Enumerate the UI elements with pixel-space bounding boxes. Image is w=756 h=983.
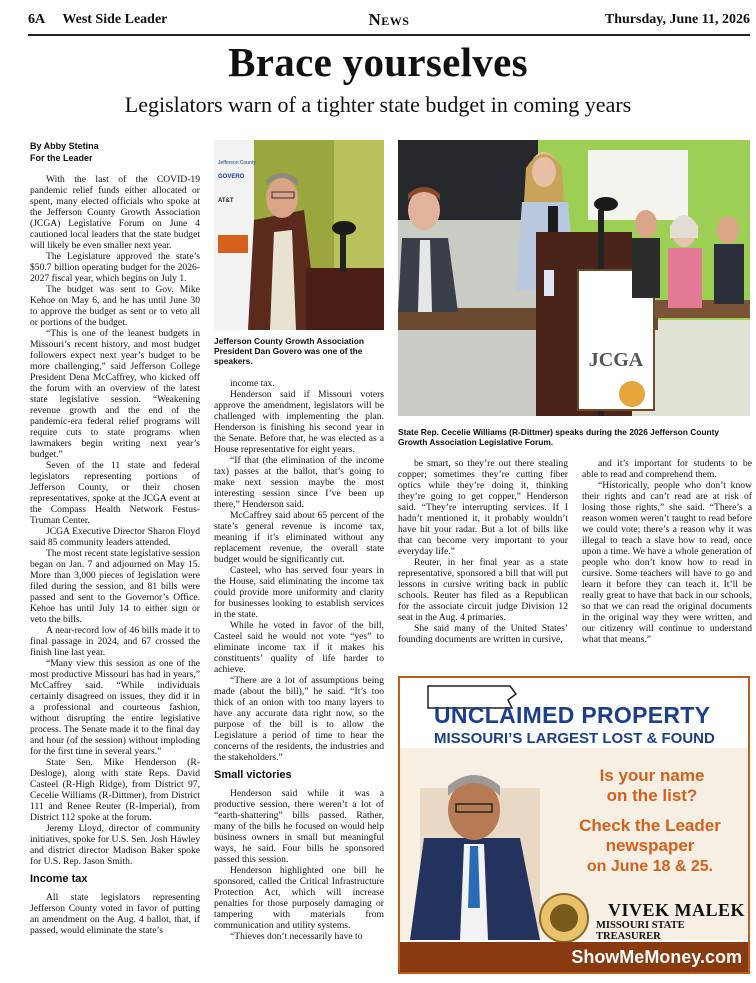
issue-date: Thursday, June 11, 2026 [604,12,750,27]
article-paragraph: “Many view this session as one of the most productive Missouri has had in years,” McCaffrey said. “While individuals certainly disagreed on issues, they did it in a professional and courteous fashion, without disrupting the entire legislative process. The Senate made it to the final day and hour (of the session) without imploding for the first time in several years.” [30,658,200,757]
article-paragraph: income tax. [230,378,275,389]
photo-dan-govero [214,140,384,330]
article-paragraph: State Sen. Mike Henderson (R-Desloge), along with state Reps. David Casteel (R-High Ridge), from District 97, Cecelie Williams (R-Dittmer), from District 111 and Renee Reuter (R-Imperial), from District 112 spoke at the forum. [30,757,200,823]
photo-forum-illustration [398,140,750,416]
ad-line-5: on June 18 & 25. [586,858,714,875]
photo-cecelie-williams [398,140,750,416]
article-paragraph: Henderson said while it was a productive session, there weren’t a lot of “earth-shattering” bills passed. Rather, many of the bills he focused on would help business owners in small but meaningful ways, he said. Four bills he sponsored passed this session. [214,788,384,865]
article-paragraph: “There are a lot of assumptions being made (about the bill),” he said. “It’s too thick of an onion with too many layers to have any accurate data right now, so the purpose of the bill is to allow the Legislature a period of time to hear the concerns of the residents, the industries and the stakeholders.” [214,675,384,763]
ad-subtitle: MISSOURI’S LARGEST LOST & FOUND [434,730,715,747]
paper-name: West Side Leader [62,12,168,27]
article-paragraph: “Historically, people who don’t know their rights and can’t read are at risk of losing those rights,” she said. “There’s a reason women weren’t taught to read before we could vote; there’s a reason why it was illegal to teach a slave how to read, once upon a time. We have a whole generation of people who don’t know how to read in cursive. Some teachers will have to go and learn it before they can teach it. It’ll be really great to have that back in our schools, so that we can read the original documents in the original way they were written, and our citizenry will continue to understand what that means.” [582,480,752,645]
banner-line-3: AT&T [218,198,234,204]
ad-line-2: on the list? [606,786,698,805]
photo1-caption: Jefferson County Growth Association President Dan Govero was one of the speakers. [214,336,364,366]
byline-author: By Abby Stetina [30,141,99,151]
article-paragraph: JCGA Executive Director Sharon Floyd said 85 community leaders attended. [30,526,200,548]
page-number: 6A [28,12,46,27]
ad-url: ShowMeMoney.com [571,947,742,967]
banner-line-2: GOVERO [218,174,245,180]
article-paragraph: The Legislature approved the state’s $50.7 billion operating budget for the 2026-2027 fiscal year, which begins on July 1. [30,251,200,284]
byline-role: For the Leader [30,153,93,163]
article-paragraph: and it’s important for students to be able to read and comprehend them. [582,458,752,480]
article-paragraph: McCaffrey said about 65 percent of the state’s general revenue is income tax, meaning if it’s eliminated without any replacement revenue, the overall state budget would be significantly cut. [214,510,384,565]
banner-line-1: Jefferson County [218,160,256,166]
ad-treasurer-role: MISSOURI STATE TREASURER [596,920,685,942]
section-subhead: Income tax [30,873,88,885]
article-paragraph: The most recent state legislative session began on Jan. 7 and adjourned on May 15. More than 3,000 pieces of legislation were filed during the session, and 81 bills were passed and sent to the Governor’s Office. Kehoe has until July 14 to either sign or veto the bills. [30,548,200,625]
article-paragraph: be smart, so they’re out there stealing copper; sometimes they’re cutting fiber optics while they’re doing it, thinking they’re going to get copper,” Henderson said. “They’re interrupting services. If I hadn’t mentioned it, it probably wouldn’t have hit your radar. But a lot of bills like that can become very important to your everyday life.” [398,458,568,557]
article-paragraph: “This is one of the leanest budgets in Missouri’s recent history, and most budget followers expect next year’s budget to be more challenging,” said Jefferson College President Dena McCaffrey, who kicked off the forum with an overview of the latest state legislative session. “Weakening revenue growth and the end of the pandemic-era federal relief programs will require cuts to state programs when lawmakers begin writing next year’s budget.” [30,328,200,460]
masthead [28,12,750,32]
article-paragraph: Seven of the 11 state and federal legislators representing portions of Jefferson County, or their chosen representatives, spoke at the JCGA event at the Compass Health Network Festus-Truman Center. [30,460,200,526]
ad-line-4: newspaper [605,836,695,855]
jcga-poster-text: JCGA [588,349,644,371]
article-paragraph: A near-record low of 46 bills made it to final passage in 2024, and 67 crossed the finish line last year. [30,625,200,658]
article-paragraph: Jeremy Lloyd, director of community initiatives, spoke for U.S. Sen. Josh Hawley and district director Madison Baker spoke for U.S. Rep. Jason Smith. [30,823,200,867]
article-paragraph: Reuter, in her final year as a state representative, sponsored a bill that will put lessons in cursive writing back in public schools. Reuter has filed as a Republican for the associate circuit judge Division 12 seat in the Aug. 4 primaries. [398,557,568,623]
section-name: News [368,10,410,29]
byline [30,140,99,164]
article-paragraph: Casteel, who has served four years in the House, said eliminating the income tax could provide more uniformity and clarity for businesses looking to establish services in the state. [214,565,384,620]
article-paragraph: All state legislators representing Jefferson County voted in favor of putting an amendment on the Aug. 4 ballot, that, if passed, would eliminate the state’s [30,892,200,936]
article-paragraph: “If that (the elimination of the income tax) passes at the ballot, that’s going to make next session maybe the most interesting session since I’ve been up there,” Henderson said. [214,455,384,510]
headline: Brace yourselves [228,39,528,85]
article-column-2 [214,378,384,974]
section-subhead: Small victories [214,769,292,781]
photo2-caption: State Rep. Cecelie Williams (R-Dittmer) speaks during the 2026 Jefferson County Growth Association Legislative Forum. [398,427,720,447]
article-column-1 [30,174,200,974]
article-paragraph: “Thieves don’t necessarily have to [230,931,363,942]
article-paragraph: Henderson highlighted one bill he sponsored, called the Critical Infrastructure Protection Act, which will increase penalties for those purposely damaging or tampering with materials from communication and utility systems. [214,865,384,931]
ad-title: UNCLAIMED PROPERTY [434,702,711,728]
article-paragraph: The budget was sent to Gov. Mike Kehoe on May 6, and he has until June 30 to approve the budget as sent or to veto all or portions of the budget. [30,284,200,328]
ad-treasurer-name: VIVEK MALEK [608,900,746,920]
photo-dan-govero-illustration [214,140,384,330]
deck: Legislators warn of a tighter state budget in coming years [124,92,632,117]
masthead-rule [28,34,750,36]
article-paragraph: Henderson said if Missouri voters approve the amendment, legislators will be challenged with implementing the plan. Henderson is finishing his second year in the Senate. Before that, he was elected as a House representative for eight years. [214,389,384,455]
ad-line-1: Is your name [599,766,705,785]
article-paragraph: With the last of the COVID-19 pandemic relief funds either allocated or spent, many elected officials who spoke at the Jefferson County Growth Association (JCGA) Legislative Forum on June 4 cautioned local leaders that the state budget will likely be even smaller next year. [30,174,200,251]
unclaimed-property-ad [398,676,750,974]
ad-line-3: Check the Leader [579,816,721,835]
article-column-4 [582,458,752,658]
article-column-3 [398,458,568,658]
article-paragraph: She said many of the United States’ founding documents are written in cursive, [398,623,568,645]
article-paragraph: While he voted in favor of the bill, Casteel said he would not vote “yes” to eliminate income tax if it makes his constituents’ quality of life harder to achieve. [214,620,384,675]
